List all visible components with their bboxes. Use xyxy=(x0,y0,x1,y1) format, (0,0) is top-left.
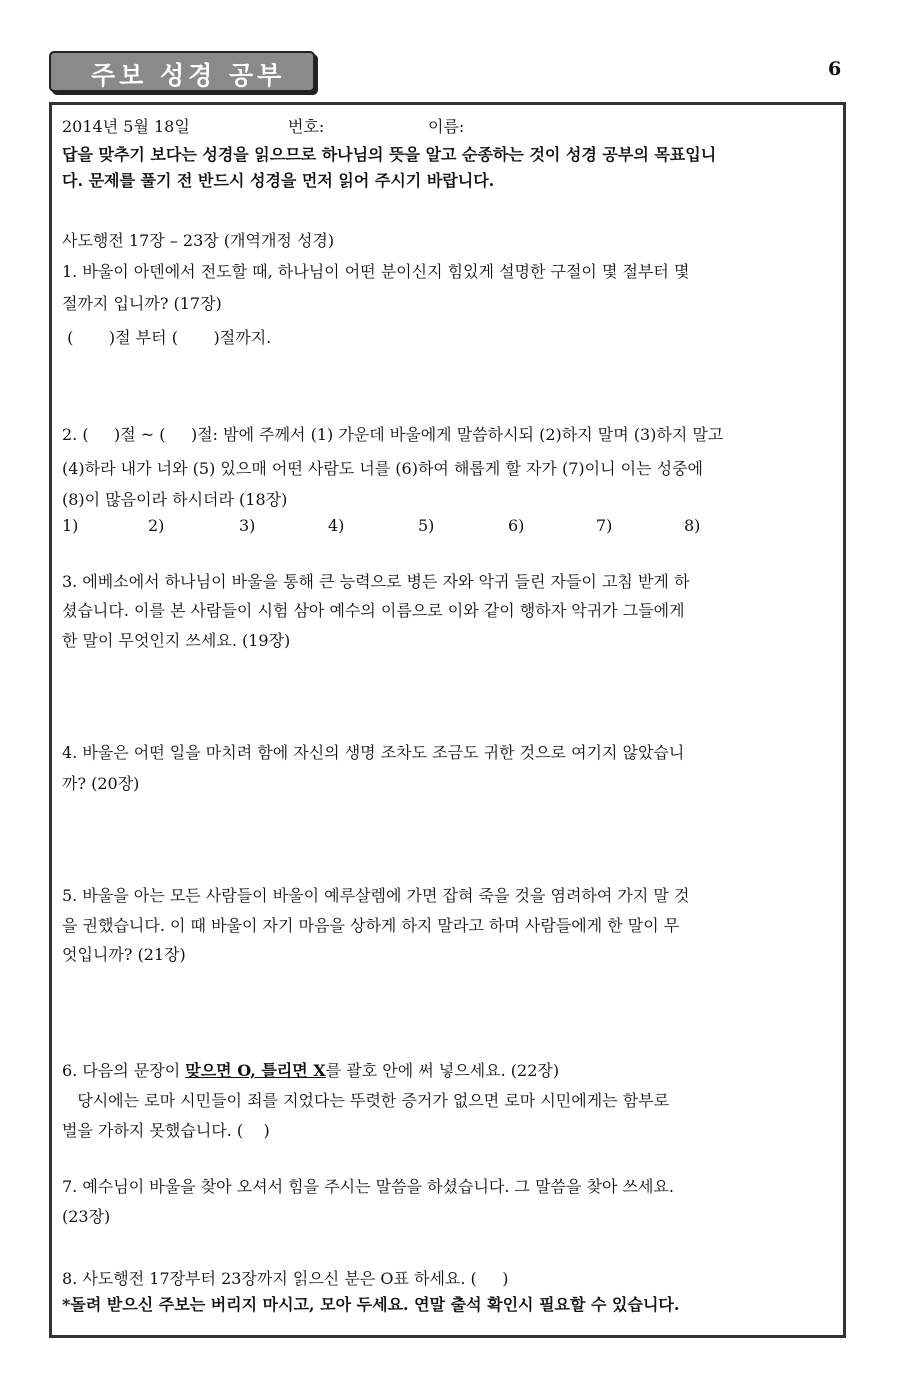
question-3-line: 3. 에베소에서 하나님이 바울을 통해 큰 능력으로 병든 자와 악귀 들린 자들이 고침 받게 하 xyxy=(62,572,690,591)
question-2-line: (8)이 많음이라 하시더라 (18장) xyxy=(62,490,288,509)
page-title: 주보 성경 공부 xyxy=(91,61,286,90)
blank-label: 6) xyxy=(508,516,525,535)
question-3-line: 한 말이 무엇인지 쓰세요. (19장) xyxy=(62,631,291,650)
intro-line: 다. 문제를 풀기 전 반드시 성경을 먼저 읽어 주시기 바랍니다. xyxy=(62,171,495,190)
blank-label: 3) xyxy=(239,516,256,535)
question-6-emphasis: 맞으면 O, 틀리면 X xyxy=(185,1061,326,1080)
question-6-suffix: 를 괄호 안에 써 넣으세요. (22장) xyxy=(325,1061,560,1080)
question-2-line: (4)하라 내가 너와 (5) 있으매 어떤 사람도 너를 (6)하여 해롭게 할 자가 (7)이니 이는 성중에 xyxy=(62,459,703,478)
date-text: 2014년 5월 18일 xyxy=(62,117,190,136)
question-8-line: 8. 사도행전 17장부터 23장까지 읽으신 분은 O표 하세요. ( ) xyxy=(62,1269,509,1288)
question-1-line: 1. 바울이 아덴에서 전도할 때, 하나님이 어떤 분이신지 힘있게 설명한 구절이 몇 절부터 몇 xyxy=(62,262,690,281)
question-6-statement: 당시에는 로마 시민들이 죄를 지었다는 뚜렷한 증거가 없으면 로마 시민에게는 함부로 xyxy=(62,1091,670,1110)
question-6-prefix: 6. 다음의 문장이 xyxy=(62,1061,186,1080)
question-6-line xyxy=(62,1061,559,1081)
passage-title: 사도행전 17장 – 23장 (개역개정 성경) xyxy=(62,231,335,250)
question-5-line: 엇입니까? (21장) xyxy=(62,945,186,964)
question-6-statement: 벌을 가하지 못했습니다. ( ) xyxy=(62,1121,270,1140)
question-2-blanks xyxy=(62,516,762,536)
number-label: 번호: xyxy=(288,117,325,136)
blank-label: 7) xyxy=(596,516,613,535)
question-5-line: 5. 바울을 아는 모든 사람들이 바울이 예루살렘에 가면 잡혀 죽을 것을 염려하여 가지 말 것 xyxy=(62,886,690,905)
question-7-line: (23장) xyxy=(62,1207,111,1226)
question-5-line: 을 권했습니다. 이 때 바울이 자기 마음을 상하게 하지 말라고 하며 사람들에게 한 말이 무 xyxy=(62,916,680,935)
question-2-line: 2. ( )절 ~ ( )절: 밤에 주께서 (1) 가운데 바울에게 말씀하시되 (2)하지 말며 (3)하지 말고 xyxy=(62,425,724,444)
intro-line: 답을 맞추기 보다는 성경을 읽으므로 하나님의 뜻을 알고 순종하는 것이 성경 공부의 목표입니 xyxy=(62,145,717,164)
blank-label: 4) xyxy=(328,516,345,535)
question-4-line: 까? (20장) xyxy=(62,774,140,793)
title-banner xyxy=(49,51,315,92)
blank-label: 1) xyxy=(62,516,79,535)
info-row xyxy=(62,117,562,137)
question-1-line: 절까지 입니까? (17장) xyxy=(62,294,222,313)
worksheet-frame xyxy=(49,102,846,1338)
name-label: 이름: xyxy=(428,117,465,136)
footer-note: *돌려 받으신 주보는 버리지 마시고, 모아 두세요. 연말 출석 확인시 필요할 수 있습니다. xyxy=(62,1295,680,1314)
page-number: 6 xyxy=(828,58,842,80)
question-4-line: 4. 바울은 어떤 일을 마치려 함에 자신의 생명 조차도 조금도 귀한 것으로 여기지 않았습니 xyxy=(62,743,685,762)
blank-label: 2) xyxy=(148,516,165,535)
question-1-answer: ( )절 부터 ( )절까지. xyxy=(62,328,272,347)
blank-label: 8) xyxy=(684,516,701,535)
question-7-line: 7. 예수님이 바울을 찾아 오셔서 힘을 주시는 말씀을 하셨습니다. 그 말씀을 찾아 쓰세요. xyxy=(62,1177,674,1196)
blank-label: 5) xyxy=(418,516,435,535)
question-3-line: 셨습니다. 이를 본 사람들이 시험 삼아 예수의 이름으로 이와 같이 행하자 악귀가 그들에게 xyxy=(62,601,685,620)
